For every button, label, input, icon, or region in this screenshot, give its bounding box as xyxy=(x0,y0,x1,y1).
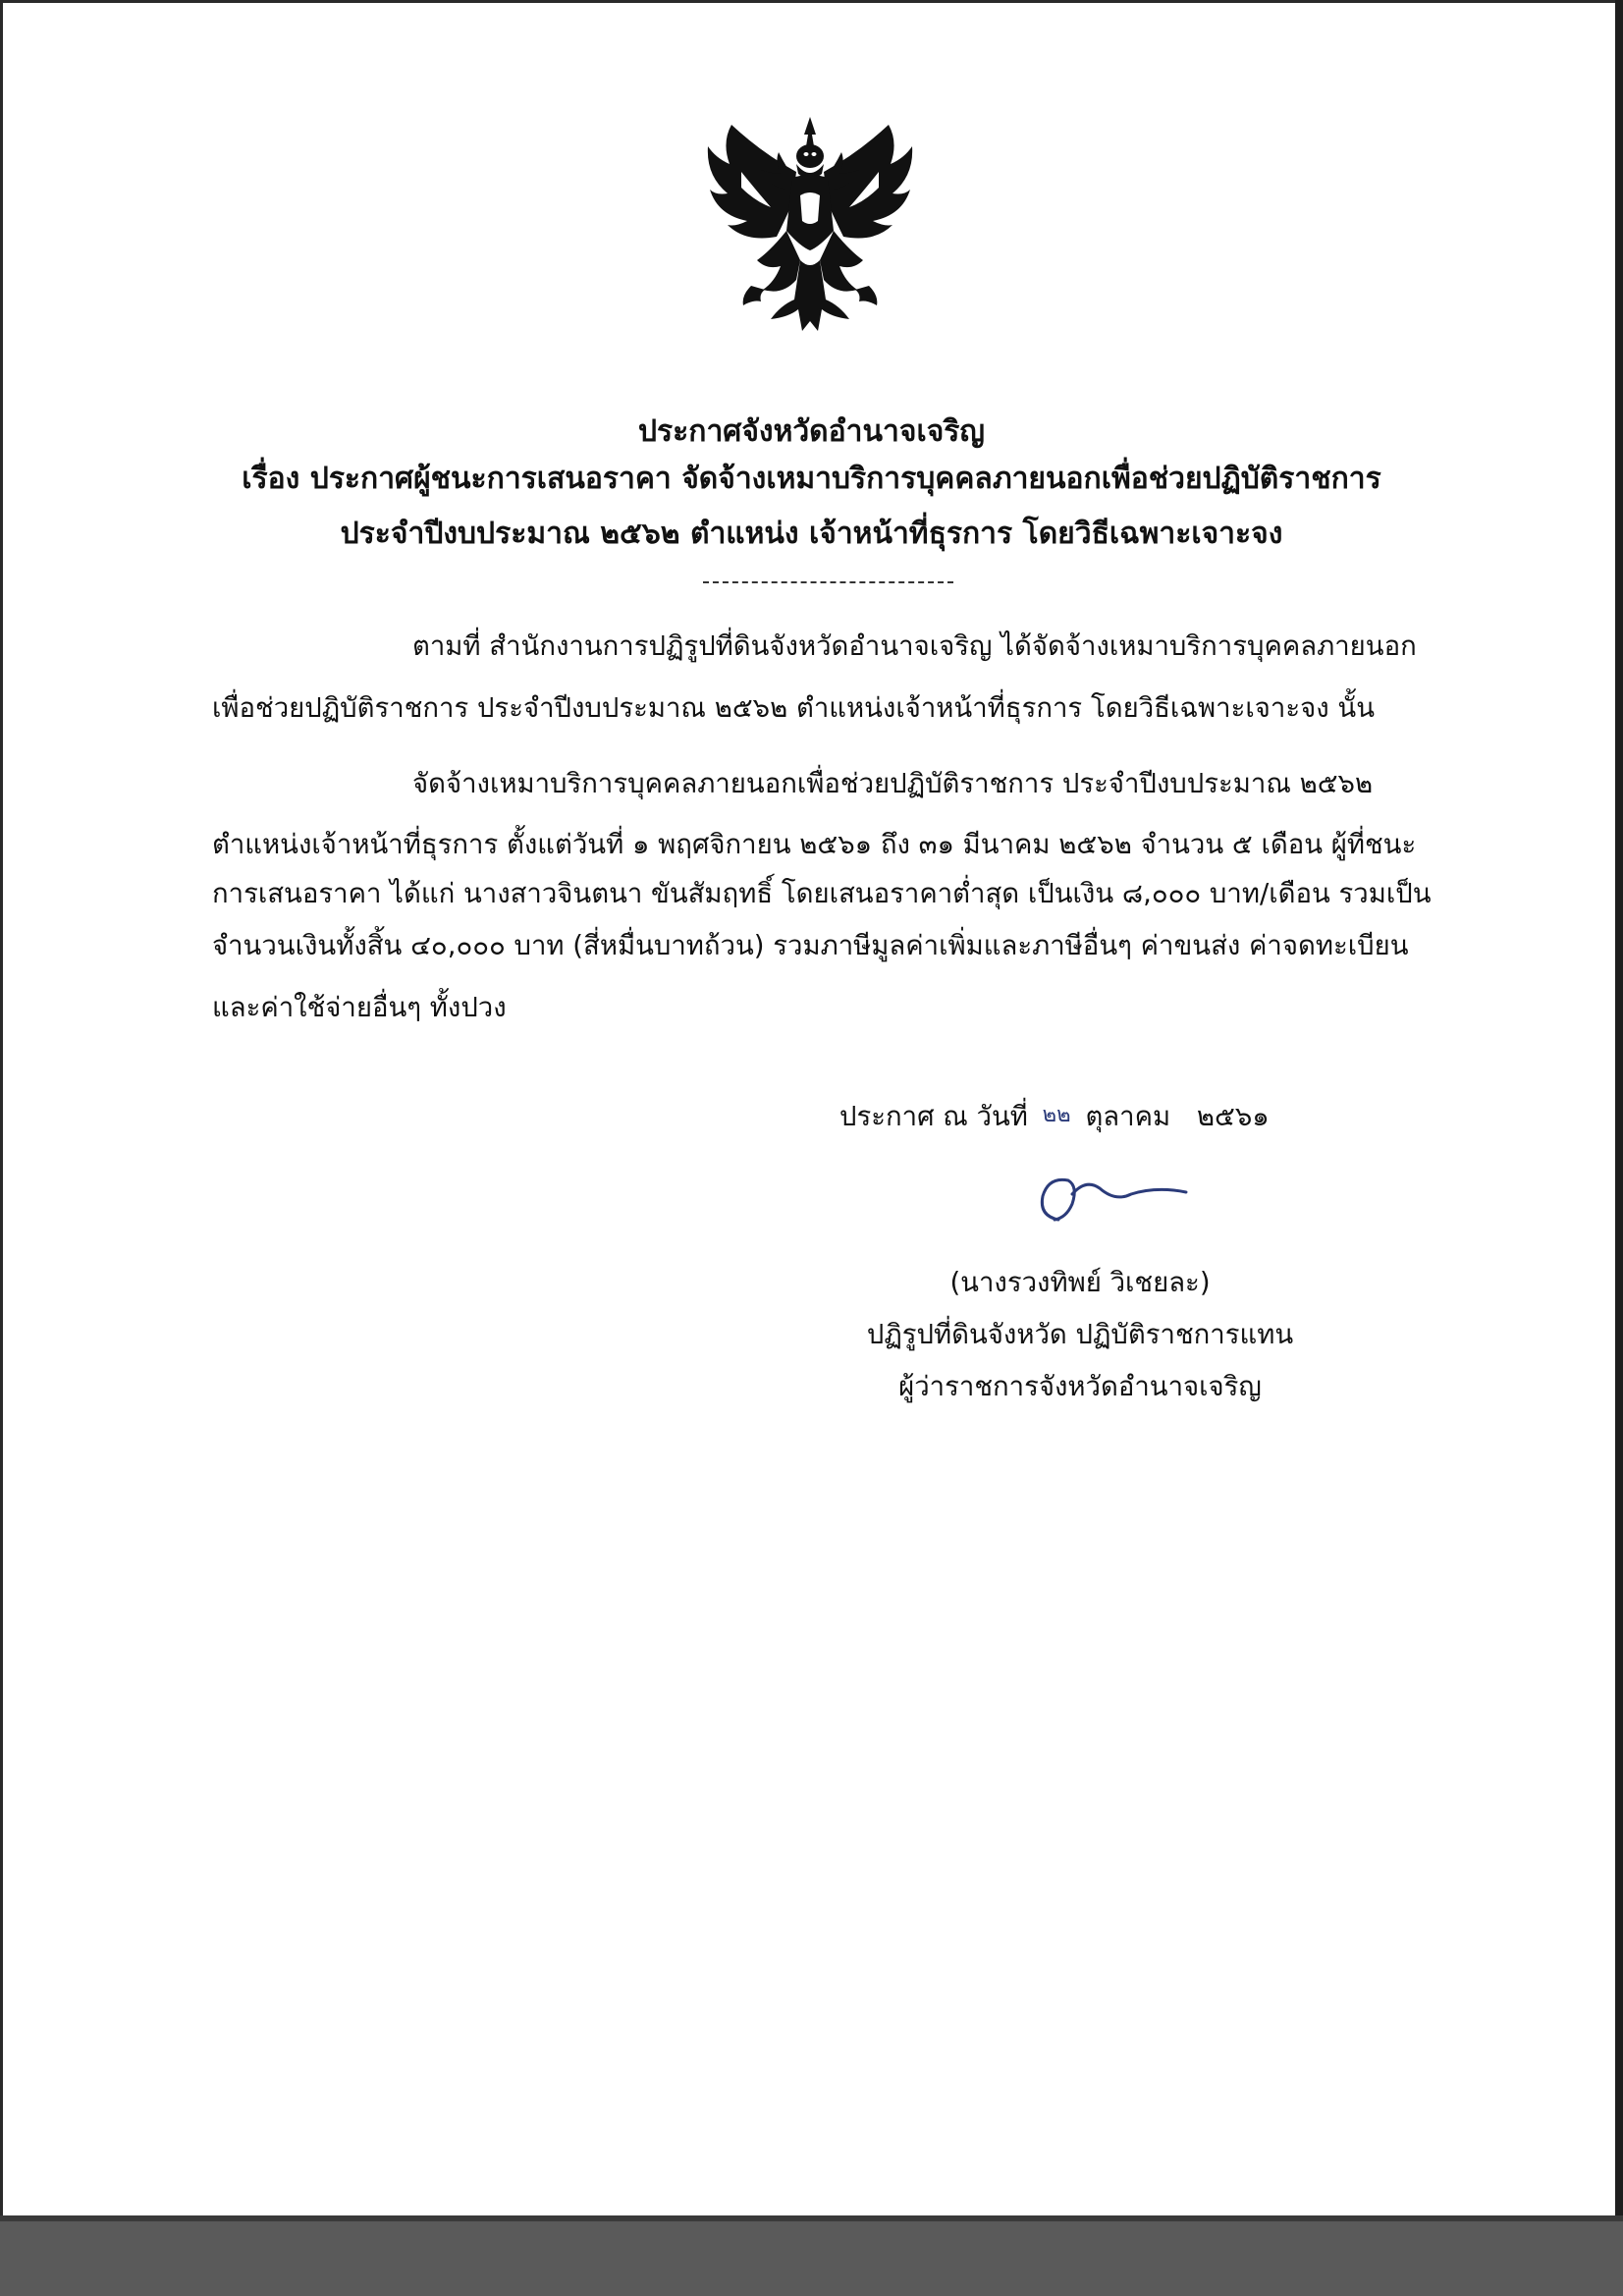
paragraph2-line5: และค่าใช้จ่ายอื่นๆ ทั้งปวง xyxy=(212,992,507,1023)
paragraph2-line3: การเสนอราคา ได้แก่ นางสาวจินตนา ขันสัมฤทธิ์ โดยเสนอราคาต่ำสุด เป็นเงิน ๘,๐๐๐ บาท/เดือน รวมเป็น xyxy=(212,878,1432,909)
paragraph2-line4: จำนวนเงินทั้งสิ้น ๔๐,๐๐๐ บาท (สี่หมื่นบาทถ้วน) รวมภาษีมูลค่าเพิ่มและภาษีอื่นๆ ค่าขนส่ง ค่าจดทะเบียน xyxy=(212,930,1409,961)
date-year: ๒๕๖๑ xyxy=(1196,1101,1270,1132)
date-month: ตุลาคม xyxy=(1085,1101,1171,1132)
announcement-title: ประกาศจังหวัดอำนาจเจริญ xyxy=(638,414,985,449)
scan-bottom-edge xyxy=(0,2215,1623,2296)
paragraph1-line2: เพื่อช่วยปฏิบัติราชการ ประจำปีงบประมาณ ๒๕๖๒ ตำแหน่งเจ้าหน้าที่ธุรการ โดยวิธีเฉพาะเจาะจง นั้น xyxy=(212,692,1375,724)
signer-on-behalf: ผู้ว่าราชการจังหวัดอำนาจเจริญ xyxy=(898,1371,1262,1402)
garuda-emblem-icon xyxy=(702,113,918,339)
signer-position: ปฏิรูปที่ดินจังหวัด ปฏิบัติราชการแทน xyxy=(866,1319,1294,1350)
signer-name: (นางรวงทิพย์ วิเชยละ) xyxy=(949,1267,1211,1298)
paragraph2-line1: จัดจ้างเหมาบริการบุคคลภายนอกเพื่อช่วยปฏิบัติราชการ ประจำปีงบประมาณ ๒๕๖๒ xyxy=(412,768,1374,799)
page-edge-left xyxy=(0,0,3,2296)
scan-bottom-shadow xyxy=(0,2215,1623,2221)
paragraph1-line1: ตามที่ สำนักงานการปฏิรูปที่ดินจังหวัดอำนาจเจริญ ได้จัดจ้างเหมาบริการบุคคลภายนอก xyxy=(412,630,1417,662)
announcement-date xyxy=(839,1096,1270,1136)
page-edge-right xyxy=(1615,0,1623,2296)
paragraph2-line2: ตำแหน่งเจ้าหน้าที่ธุรการ ตั้งแต่วันที่ ๑ พฤศจิกายน ๒๕๖๑ ถึง ๓๑ มีนาคม ๒๕๖๒ จำนวน ๕ เดือน ผู้ที่ชนะ xyxy=(212,829,1417,860)
page-edge-top xyxy=(0,0,1623,3)
header-divider xyxy=(703,581,953,583)
handwritten-signature xyxy=(1021,1159,1217,1237)
date-day-handwritten: ๒๒ xyxy=(1042,1103,1071,1127)
announcement-subject: เรื่อง ประกาศผู้ชนะการเสนอราคา จัดจ้างเหมาบริการบุคคลภายนอกเพื่อช่วยปฏิบัติราชการ xyxy=(242,462,1381,496)
date-prefix: ประกาศ ณ วันที่ xyxy=(839,1101,1028,1132)
announcement-subject-line2: ประจำปีงบประมาณ ๒๕๖๒ ตำแหน่ง เจ้าหน้าที่ธุรการ โดยวิธีเฉพาะเจาะจง xyxy=(340,517,1283,551)
